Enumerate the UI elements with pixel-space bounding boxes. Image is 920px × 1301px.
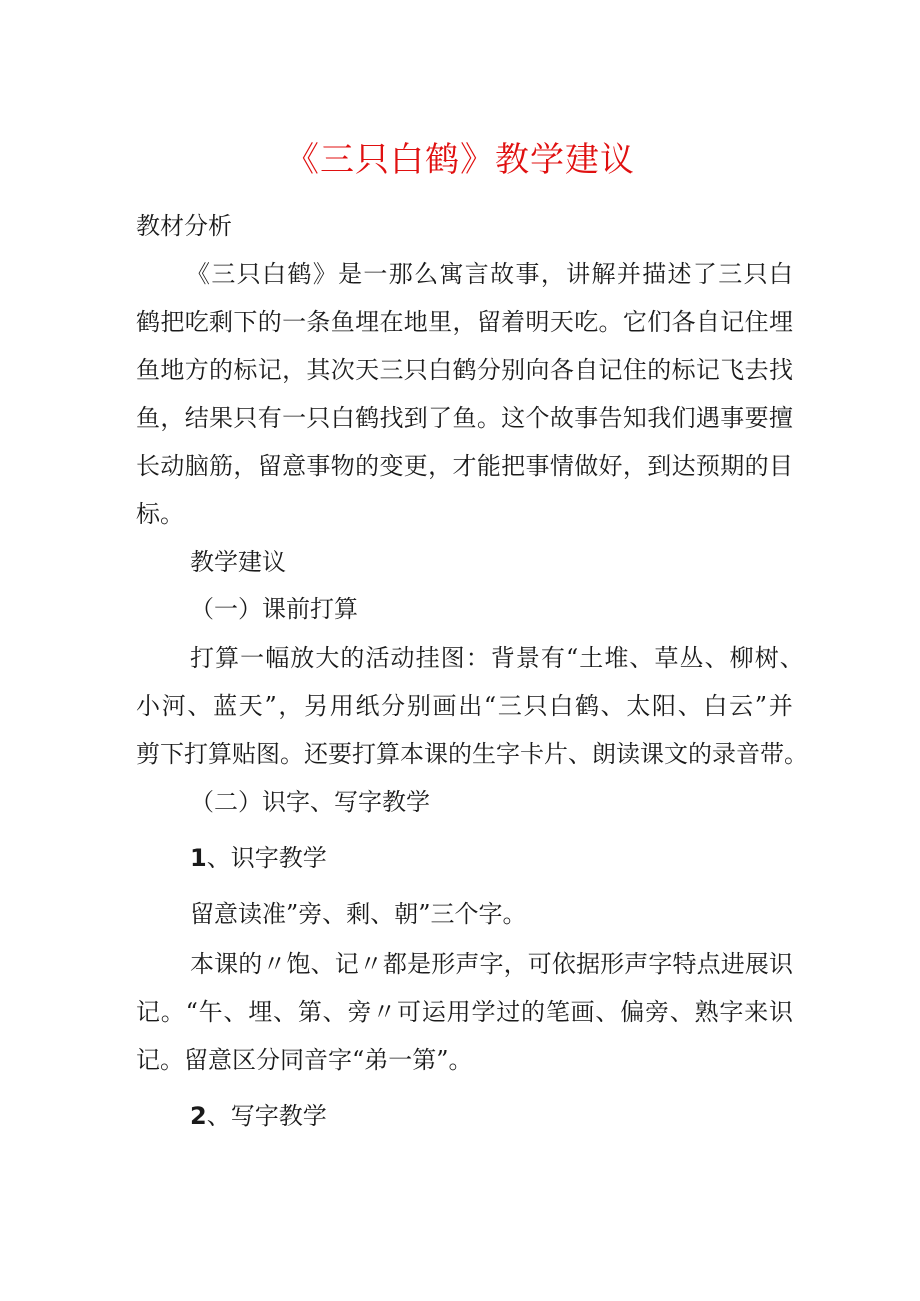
section-heading-suggestions: 教学建议 (190, 548, 286, 576)
subsection-heading-literacy: （二）识字、写字教学 (190, 788, 430, 816)
item-label: 、写字教学 (206, 1102, 327, 1130)
item-heading-writing (190, 1098, 327, 1134)
recognition-line-1: 留意读准”旁、剩、朝”三个字。 (190, 900, 527, 928)
item-number: 1 (190, 844, 207, 872)
section-heading-analysis: 教材分析 (136, 212, 232, 240)
subsection-heading-preparation: （一）课前打算 (190, 595, 358, 623)
document-title: 《三只白鹤》教学建议 (285, 140, 635, 180)
analysis-line-6: 标。 (136, 500, 184, 528)
preparation-line-2: 小 河 、 蓝 天 ” ， 另 用 纸 分 别 画 出 “ 三 只 白 鹤 、 太 阳 、 白 云 ” 并 (136, 692, 793, 720)
preparation-line-1: 打 算 一 幅 放 大 的 活 动 挂 图 ： 背 景 有 “ 土 堆 、 草 丛 、 柳 树 、 (190, 644, 804, 672)
recognition-line-3: 记 。 “ 午 、 埋 、 第 、 旁 〃 可 运 用 学 过 的 笔 画 、 偏 旁 、 熟 字 来 识 (136, 998, 793, 1026)
analysis-line-5: 长 动 脑 筋 ， 留 意 事 物 的 变 更 ， 才 能 把 事 情 做 好 ， 到 达 预 期 的 目 (136, 452, 793, 480)
recognition-line-4: 记。留意区分同音字“弟一第”。 (136, 1046, 473, 1074)
item-number: 2 (190, 1102, 207, 1130)
analysis-line-1: 《 三 只 白 鹤 》 是 一 那 么 寓 言 故 事 ， 讲 解 并 描 述 了 三 只 白 (186, 260, 793, 288)
preparation-line-3: 剪 下 打 算 贴 图 。 还 要 打 算 本 课 的 生 字 卡 片 、 朗 读 课 文 的 录 音 带 。 (136, 740, 808, 768)
recognition-line-2: 本 课 的 〃 饱 、 记 〃 都 是 形 声 字 ， 可 依 据 形 声 字 特 点 进 展 识 (190, 950, 793, 978)
item-label: 、识字教学 (206, 844, 327, 872)
analysis-line-4: 鱼 ， 结 果 只 有 一 只 白 鹤 找 到 了 鱼 。 这 个 故 事 告 知 我 们 遇 事 要 擅 (136, 404, 793, 432)
analysis-line-2: 鹤 把 吃 剩 下 的 一 条 鱼 埋 在 地 里 ， 留 着 明 天 吃 。 它 们 各 自 记 住 埋 (136, 308, 793, 336)
item-heading-character-recognition (190, 840, 327, 876)
analysis-line-3: 鱼 地 方 的 标 记 ， 其 次 天 三 只 白 鹤 分 别 向 各 自 记 住 的 标 记 飞 去 找 (136, 356, 793, 384)
